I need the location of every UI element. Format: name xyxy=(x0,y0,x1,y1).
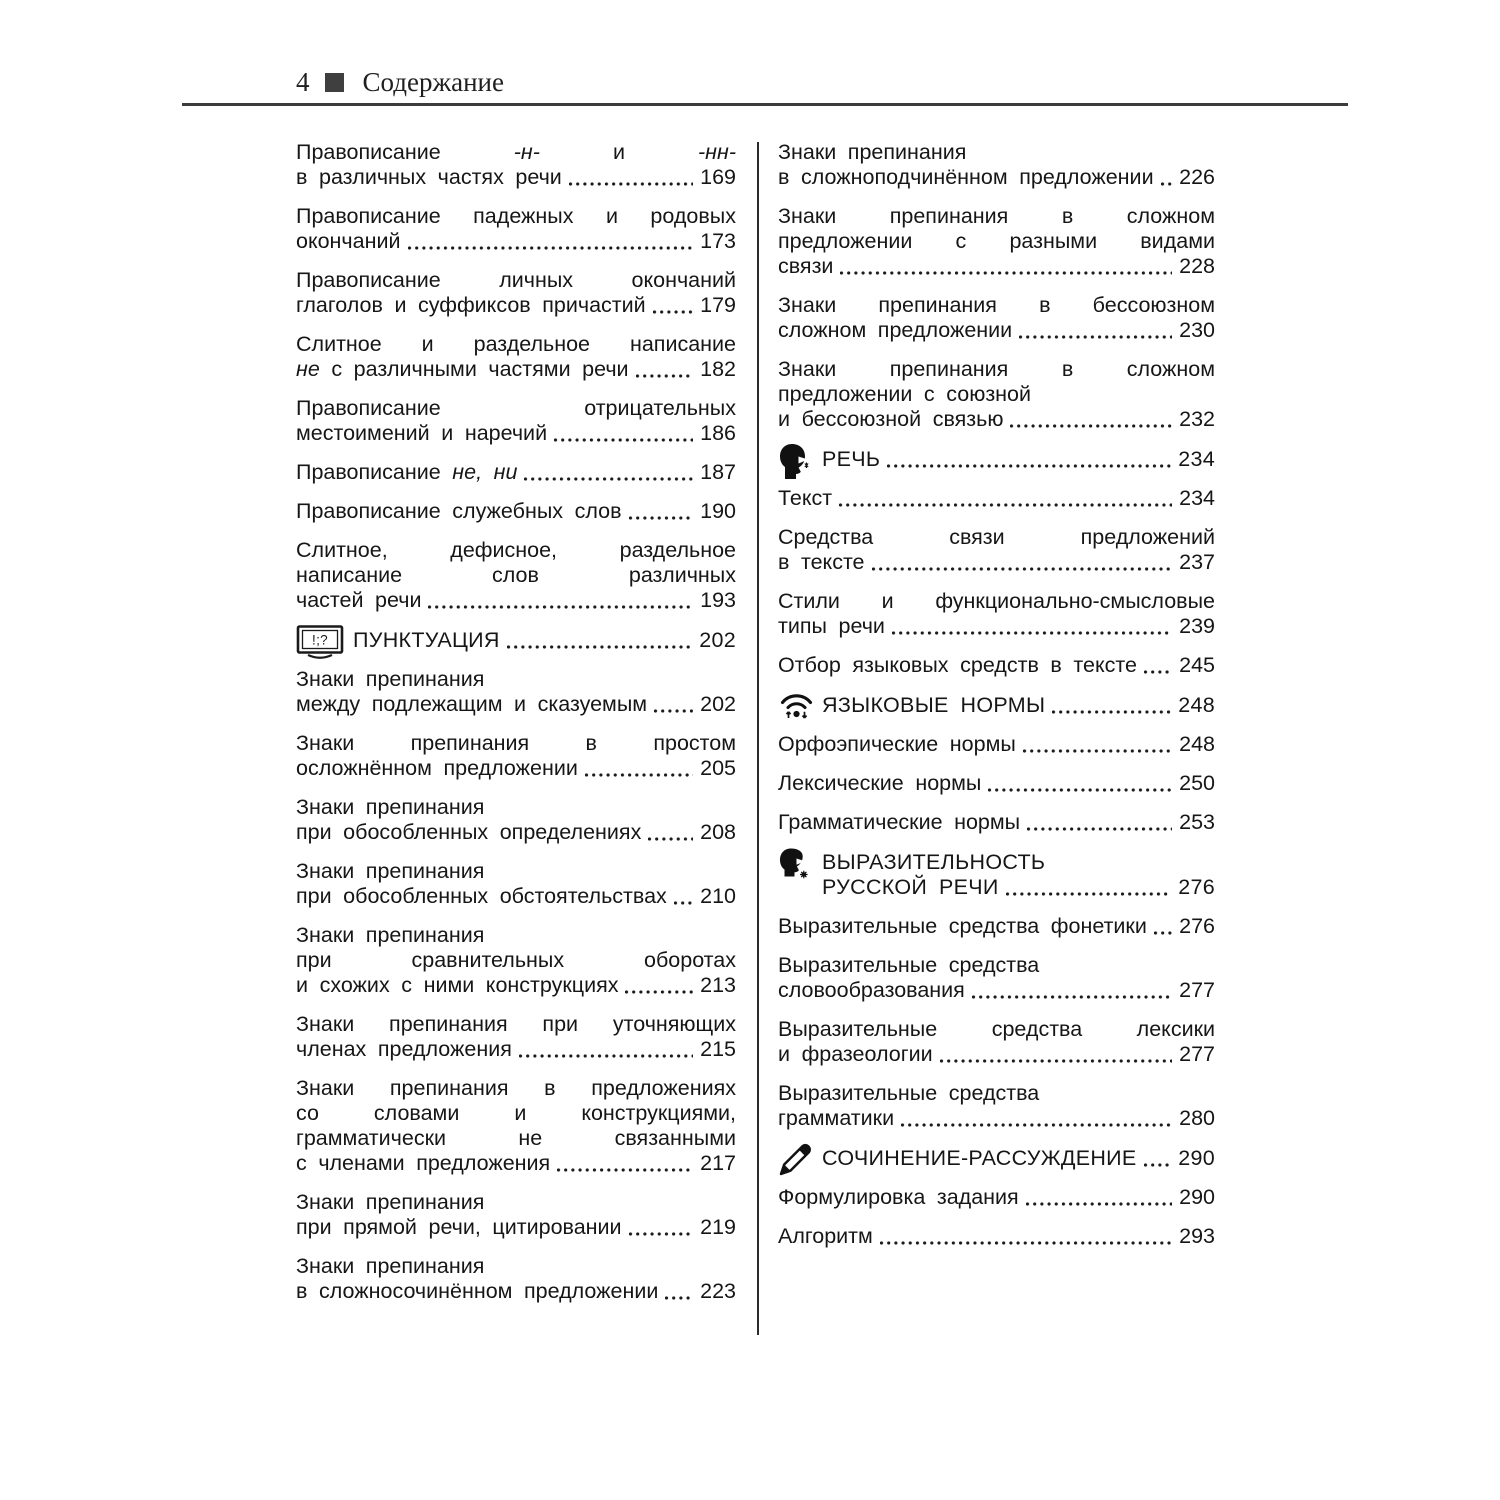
toc-entry-text: при обособленных определениях xyxy=(296,820,642,844)
toc-entry-line: предложении с союзной xyxy=(778,382,1032,406)
toc-entry-line: Знаки препинания xyxy=(296,923,485,947)
toc-entry-text: местоимений и наречий xyxy=(296,421,548,445)
toc-entry xyxy=(296,499,736,524)
toc-entry-last-line xyxy=(778,914,1215,939)
toc-section-header xyxy=(778,1146,1215,1171)
toc-entry xyxy=(778,1185,1215,1210)
page-number: 202 xyxy=(699,628,736,652)
toc-entry-line: Стили и функционально-смысловые xyxy=(778,589,1215,613)
toc-entry-last-line xyxy=(296,293,736,318)
page-number: 277 xyxy=(1179,978,1215,1002)
toc-section-header xyxy=(778,850,1215,900)
toc-entry-line: Слитное и раздельное написание xyxy=(296,332,736,356)
toc-entry-line: Правописание личных окончаний xyxy=(296,268,736,292)
page-number: 223 xyxy=(700,1279,736,1303)
dot-leader xyxy=(901,1123,1172,1127)
toc-entry xyxy=(778,810,1215,835)
toc-entry xyxy=(296,1190,736,1240)
toc-entry-text: в сложноподчинённом предложении xyxy=(778,165,1154,189)
toc-entry-last-line xyxy=(778,810,1215,835)
page-number: 290 xyxy=(1178,1146,1215,1170)
toc-section-header xyxy=(778,447,1215,472)
toc-entry-text: сложном предложении xyxy=(778,318,1013,342)
page-number: 276 xyxy=(1179,914,1215,938)
toc-entry-last-line xyxy=(353,628,736,653)
toc-entry-line: Выразительные средства лексики xyxy=(778,1017,1215,1041)
toc-entry-last-line xyxy=(778,1224,1215,1249)
toc-entry-line: предложении с разными видами xyxy=(778,229,1215,253)
toc-entry-last-line xyxy=(778,486,1215,511)
toc-entry-line: ВЫРАЗИТЕЛЬНОСТЬ xyxy=(822,850,1046,874)
dot-leader xyxy=(880,1241,1172,1245)
dot-leader xyxy=(636,374,694,378)
page-number: 230 xyxy=(1179,318,1215,342)
toc-entry xyxy=(778,653,1215,678)
dot-leader xyxy=(629,516,694,520)
toc-entry xyxy=(296,859,736,909)
toc-entry xyxy=(778,204,1215,279)
page-number: 248 xyxy=(1179,732,1215,756)
toc-entry-line: написание слов различных xyxy=(296,563,736,587)
toc-entry-last-line xyxy=(778,550,1215,575)
toc-entry-last-line xyxy=(296,421,736,446)
dot-leader xyxy=(1026,1202,1172,1206)
toc-entry xyxy=(778,914,1215,939)
page-number: 293 xyxy=(1179,1224,1215,1248)
dot-leader xyxy=(648,837,693,841)
dot-leader xyxy=(554,438,693,442)
page-number: 280 xyxy=(1179,1106,1215,1130)
toc-entry-last-line xyxy=(296,1215,736,1240)
toc-entry-last-line xyxy=(296,1279,736,1304)
toc-entry-line: Средства связи предложений xyxy=(778,525,1215,549)
dot-leader xyxy=(1023,749,1172,753)
toc-entry-text: с членами предложения xyxy=(296,1151,551,1175)
dot-leader xyxy=(872,567,1173,571)
page-number: 245 xyxy=(1179,653,1215,677)
page-number: 205 xyxy=(700,756,736,780)
page-number: 193 xyxy=(700,588,736,612)
toc-entry xyxy=(778,1224,1215,1249)
dot-leader xyxy=(674,901,693,905)
toc-entry-text: РУССКОЙ РЕЧИ xyxy=(822,875,999,899)
toc-entry xyxy=(778,589,1215,639)
toc-entry-text: Текст xyxy=(778,486,833,510)
speech-head-icon xyxy=(778,443,809,486)
page-number: 186 xyxy=(700,421,736,445)
toc-entry xyxy=(296,795,736,845)
toc-entry-text: при обособленных обстоятельствах xyxy=(296,884,667,908)
toc-entry-last-line xyxy=(778,1106,1215,1131)
dot-leader xyxy=(840,271,1172,275)
toc-entry xyxy=(778,140,1215,190)
toc-entry xyxy=(296,140,736,190)
toc-entry-last-line xyxy=(822,1146,1215,1171)
toc-entry-text: частей речи xyxy=(296,588,422,612)
toc-entry-text: СОЧИНЕНИЕ-РАССУЖДЕНИЕ xyxy=(822,1146,1137,1170)
toc-entry-last-line xyxy=(296,357,736,382)
dot-leader xyxy=(1019,335,1172,339)
page-number: 219 xyxy=(700,1215,736,1239)
toc-entry-last-line xyxy=(778,165,1215,190)
toc-entry-text: связи xyxy=(778,254,834,278)
toc-entry-line: Выразительные средства xyxy=(778,953,1040,977)
page-number: 190 xyxy=(700,499,736,523)
toc-entry-last-line xyxy=(778,318,1215,343)
toc-entry-last-line xyxy=(296,820,736,845)
toc-entry-line: Знаки препинания xyxy=(296,859,485,883)
toc-entry xyxy=(296,1012,736,1062)
toc-column-right xyxy=(778,140,1215,1249)
toc-entry-text: Выразительные средства фонетики xyxy=(778,914,1147,938)
toc-entry-line: Знаки препинания xyxy=(296,667,485,691)
dot-leader xyxy=(557,1168,693,1172)
page-number: 173 xyxy=(700,229,736,253)
dot-leader xyxy=(940,1059,1173,1063)
toc-entry-text: типы речи xyxy=(778,614,885,638)
toc-entry-line: при сравнительных оборотах xyxy=(296,948,736,972)
toc-entry xyxy=(296,1254,736,1304)
toc-entry xyxy=(296,268,736,318)
toc-entry-text: и фразеологии xyxy=(778,1042,933,1066)
dot-leader xyxy=(839,503,1172,507)
toc-entry xyxy=(778,953,1215,1003)
dot-leader xyxy=(625,990,693,994)
punctuation-book-icon xyxy=(296,624,344,670)
toc-entry-last-line xyxy=(778,254,1215,279)
toc-entry-last-line xyxy=(296,499,736,524)
toc-entry-text: в различных частях речи xyxy=(296,165,562,189)
toc-entry-text: Правописание служебных слов xyxy=(296,499,622,523)
dot-leader xyxy=(988,788,1172,792)
toc-entry-line: Знаки препинания в бессоюзном xyxy=(778,293,1215,317)
toc-entry-text: между подлежащим и сказуемым xyxy=(296,692,648,716)
toc-entry xyxy=(296,460,736,485)
toc-entry xyxy=(778,486,1215,511)
dot-leader xyxy=(892,631,1172,635)
page-number: 179 xyxy=(700,293,736,317)
toc-entry-last-line xyxy=(778,1185,1215,1210)
toc-entry-text: Орфоэпические нормы xyxy=(778,732,1016,756)
dot-leader xyxy=(887,464,1171,468)
toc-entry-line: Знаки препинания в сложном xyxy=(778,357,1215,381)
toc-entry-text: осложнённом предложении xyxy=(296,756,578,780)
toc-entry-text: ЯЗЫКОВЫЕ НОРМЫ xyxy=(822,693,1046,717)
dot-leader xyxy=(1154,931,1172,935)
toc-entry xyxy=(778,1017,1215,1067)
page-number: 234 xyxy=(1178,447,1215,471)
toc-entry-line: Правописание падежных и родовых xyxy=(296,204,736,228)
toc-entry-text: Алгоритм xyxy=(778,1224,873,1248)
toc-entry-last-line xyxy=(296,229,736,254)
toc-entry-text: Правописание не, ни xyxy=(296,460,518,484)
dot-leader xyxy=(569,182,693,186)
dot-leader xyxy=(1027,827,1172,831)
language-norms-broadcast-icon xyxy=(778,689,815,728)
toc-entry-line: Знаки препинания xyxy=(778,140,967,164)
dot-leader xyxy=(629,1232,694,1236)
page-number: 234 xyxy=(1179,486,1215,510)
toc-entry-last-line xyxy=(296,165,736,190)
toc-entry-text: в сложносочинённом предложении xyxy=(296,1279,659,1303)
toc-entry-last-line xyxy=(778,978,1215,1003)
toc-entry-text: и бессоюзной связью xyxy=(778,407,1004,431)
page-number: 232 xyxy=(1179,407,1215,431)
toc-entry-text: окончаний xyxy=(296,229,401,253)
toc-entry-text: ПУНКТУАЦИЯ xyxy=(353,628,500,652)
page-number: 187 xyxy=(700,460,736,484)
toc-entry xyxy=(296,396,736,446)
toc-entry-line: Правописание -н- и -нн- xyxy=(296,140,736,164)
page-number: 228 xyxy=(1179,254,1215,278)
dot-leader xyxy=(585,773,693,777)
toc-entry-last-line xyxy=(296,460,736,485)
header-rule xyxy=(182,103,1348,106)
toc-entry xyxy=(778,293,1215,343)
expressive-speech-icon xyxy=(778,846,809,889)
page-number: 290 xyxy=(1179,1185,1215,1209)
toc-entry-last-line xyxy=(778,614,1215,639)
page-number: 182 xyxy=(700,357,736,381)
toc-entry xyxy=(778,732,1215,757)
toc-entry-line: Знаки препинания xyxy=(296,795,485,819)
toc-entry-last-line xyxy=(296,1037,736,1062)
toc-entry-line: Знаки препинания xyxy=(296,1190,485,1214)
toc-entry-line: со словами и конструкциями, xyxy=(296,1101,736,1125)
dot-leader xyxy=(1144,670,1172,674)
toc-entry-text: Отбор языковых средств в тексте xyxy=(778,653,1137,677)
pencil-icon xyxy=(778,1142,813,1183)
toc-entry-last-line xyxy=(778,653,1215,678)
dot-leader xyxy=(1010,424,1172,428)
header-square-marker xyxy=(325,73,344,92)
toc-entry-text: в тексте xyxy=(778,550,865,574)
header-page-number: 4 xyxy=(296,66,310,97)
toc-entry-text: членах предложения xyxy=(296,1037,512,1061)
toc-entry xyxy=(296,731,736,781)
toc-entry-text: Лексические нормы xyxy=(778,771,982,795)
toc-entry-line: Знаки препинания xyxy=(296,1254,485,1278)
toc-entry-last-line xyxy=(296,588,736,613)
svg-text:!;?: !;? xyxy=(312,632,328,648)
toc-entry xyxy=(296,667,736,717)
dot-leader xyxy=(654,709,693,713)
toc-entry-last-line xyxy=(296,973,736,998)
page-number: 202 xyxy=(700,692,736,716)
page-number: 217 xyxy=(700,1151,736,1175)
toc-entry-line: Знаки препинания при уточняющих xyxy=(296,1012,736,1036)
page-number: 276 xyxy=(1178,875,1215,899)
toc-entry xyxy=(778,357,1215,432)
toc-entry-last-line xyxy=(822,693,1215,718)
toc-entry-text: не с различными частями речи xyxy=(296,357,629,381)
toc-section-header xyxy=(296,628,736,653)
toc-column-left xyxy=(296,140,736,1304)
toc-entry-line: Выразительные средства xyxy=(778,1081,1040,1105)
page-number: 239 xyxy=(1179,614,1215,638)
page-number: 215 xyxy=(700,1037,736,1061)
dot-leader xyxy=(653,310,693,314)
dot-leader xyxy=(507,645,692,649)
toc-entry xyxy=(296,332,736,382)
toc-entry-line: Правописание отрицательных xyxy=(296,396,736,420)
toc-entry-line: Знаки препинания в простом xyxy=(296,731,736,755)
toc-entry xyxy=(296,1076,736,1176)
dot-leader xyxy=(524,477,693,481)
toc-entry-last-line xyxy=(778,771,1215,796)
page-number: 226 xyxy=(1179,165,1215,189)
dot-leader xyxy=(1144,1163,1172,1167)
page-number: 213 xyxy=(700,973,736,997)
toc-entry-line: Знаки препинания в сложном xyxy=(778,204,1215,228)
toc-entry-last-line xyxy=(822,447,1215,472)
toc-entry xyxy=(296,538,736,613)
page-number: 253 xyxy=(1179,810,1215,834)
page-number: 248 xyxy=(1178,693,1215,717)
toc-entry xyxy=(296,204,736,254)
page-number: 237 xyxy=(1179,550,1215,574)
toc-entry-last-line xyxy=(822,875,1215,900)
toc-entry xyxy=(778,525,1215,575)
dot-leader xyxy=(665,1296,693,1300)
toc-entry-last-line xyxy=(296,692,736,717)
toc-entry-last-line xyxy=(778,1042,1215,1067)
dot-leader xyxy=(1006,892,1172,896)
page-number: 208 xyxy=(700,820,736,844)
page-number: 277 xyxy=(1179,1042,1215,1066)
toc-entry-text: Формулировка задания xyxy=(778,1185,1019,1209)
toc-entry xyxy=(778,771,1215,796)
toc-entry-line: Слитное, дефисное, раздельное xyxy=(296,538,736,562)
dot-leader xyxy=(428,605,693,609)
dot-leader xyxy=(519,1054,693,1058)
toc-entry xyxy=(778,1081,1215,1131)
toc-entry xyxy=(296,923,736,998)
dot-leader xyxy=(1161,182,1173,186)
page-number: 169 xyxy=(700,165,736,189)
toc-entry-last-line xyxy=(296,884,736,909)
toc-section-header xyxy=(778,693,1215,718)
toc-entry-last-line xyxy=(778,732,1215,757)
toc-entry-text: словообразования xyxy=(778,978,965,1002)
toc-entry-line: Знаки препинания в предложениях xyxy=(296,1076,736,1100)
page-number: 210 xyxy=(700,884,736,908)
toc-entry-text: грамматики xyxy=(778,1106,895,1130)
toc-entry-line: грамматически не связанными xyxy=(296,1126,736,1150)
toc-entry-text: РЕЧЬ xyxy=(822,447,881,471)
toc-entry-text: и схожих с ними конструкциях xyxy=(296,973,619,997)
dot-leader xyxy=(972,995,1172,999)
toc-entry-last-line xyxy=(296,756,736,781)
dot-leader xyxy=(1052,710,1171,714)
toc-entry-text: глаголов и суффиксов причастий xyxy=(296,293,646,317)
page-number: 250 xyxy=(1179,771,1215,795)
running-header xyxy=(296,64,504,100)
toc-entry-text: Грамматические нормы xyxy=(778,810,1021,834)
dot-leader xyxy=(408,246,694,250)
header-title: Содержание xyxy=(362,66,504,97)
toc-entry-last-line xyxy=(296,1151,736,1176)
column-divider xyxy=(757,142,759,1335)
toc-entry-last-line xyxy=(778,407,1215,432)
toc-entry-text: при прямой речи, цитировании xyxy=(296,1215,622,1239)
